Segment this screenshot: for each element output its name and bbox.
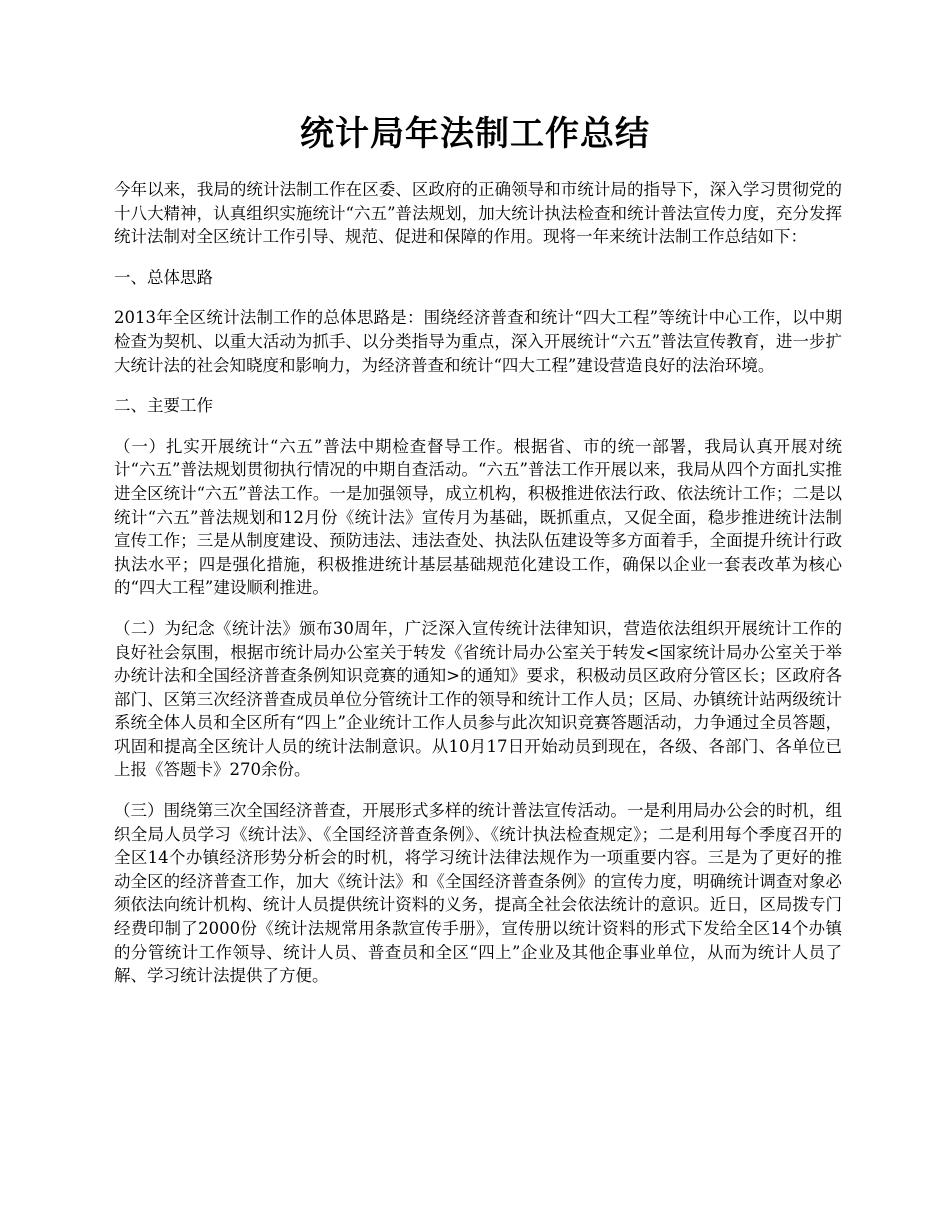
main-work-item-2: （二）为纪念《统计法》颁布30周年，广泛深入宣传统计法律知识，营造依法组织开展统计工作的良好社会氛围，根据市统计局办公室关于转发《省统计局办公室关于转发<国家统计局办公室关于举办统计法和全国经济普查条例知识竞赛的通知>的通知》要求，积极动员区政府分管区长；区政府各部门、区第三次经济普查成员单位分管统计工作的领导和统计工作人员；区局、办镇统计站两级统计系统全体人员和全区所有“四上”企业统计工作人员参与此次知识竞赛答题活动，力争通过全员答题，巩固和提高全区统计人员的统计法制意识。从10月17日开始动员到现在，各级、各部门、各单位已上报《答题卡》270余份。 [114,618,842,780]
main-work-item-1: （一）扎实开展统计“六五”普法中期检查督导工作。根据省、市的统一部署，我局认真开展对统计“六五”普法规划贯彻执行情况的中期自查活动。“六五”普法工作开展以来，我局从四个方面扎实推进全区统计“六五”普法工作。一是加强领导，成立机构，积极推进依法行政、依法统计工作；二是以统计“六五”普法规划和12月份《统计法》宣传月为基础，既抓重点，又促全面，稳步推进统计法制宣传工作；三是从制度建设、预防违法、违法查处、执法队伍建设等多方面着手，全面提升统计行政执法水平；四是强化措施，积极推进统计基层基础规范化建设工作，确保以企业一套表改革为核心的“四大工程”建设顺利推进。 [114,436,842,598]
overall-approach-paragraph: 2013年全区统计法制工作的总体思路是：围绕经济普查和统计“四大工程”等统计中心工作，以中期检查为契机、以重大活动为抓手、以分类指导为重点，深入开展统计“六五”普法宣传教育，进一步扩大统计法的社会知晓度和影响力，为经济普查和统计“四大工程”建设营造良好的法治环境。 [114,308,842,375]
main-work-item-3: （三）围绕第三次全国经济普查，开展形式多样的统计普法宣传活动。一是利用局办公会的时机，组织全局人员学习《统计法》、《全国经济普查条例》、《统计执法检查规定》；二是利用每个季度召开的全区14个办镇经济形势分析会的时机，将学习统计法律法规作为一项重要内容。三是为了更好的推动全区的经济普查工作，加大《统计法》和《全国经济普查条例》的宣传力度，明确统计调查对象必须依法向统计机构、统计人员提供统计资料的义务，提高全社会依法统计的意识。近日，区局拨专门经费印制了2000份《统计法规常用条款宣传手册》，宣传册以统计资料的形式下发给全区14个办镇的分管统计工作领导、统计人员、普查员和全区“四上”企业及其他企事业单位，从而为统计人员了解、学习统计法提供了方便。 [114,801,842,986]
section-heading-main-work: 二、主要工作 [114,396,213,416]
document-body [114,178,842,1005]
intro-paragraph: 今年以来，我局的统计法制工作在区委、区政府的正确领导和市统计局的指导下，深入学习贯彻党的十八大精神，认真组织实施统计“六五”普法规划，加大统计执法检查和统计普法宣传力度，充分发挥统计法制对全区统计工作引导、规范、促进和保障的作用。现将一年来统计法制工作总结如下： [114,180,842,247]
page-title: 统计局年法制工作总结 [300,114,650,154]
section-heading-overall-approach: 一、总体思路 [114,267,213,287]
